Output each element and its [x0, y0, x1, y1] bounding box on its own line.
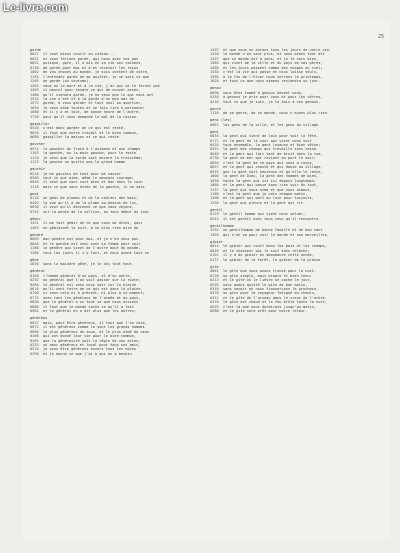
line-text: ni sans cela ni à présent, ni plus à ce moment;: [43, 291, 145, 296]
line-number: 0021: [30, 52, 39, 57]
line-number: 1403: [30, 88, 39, 93]
line-text: il veut que tout soit bien et bon dans le coin: [43, 180, 143, 185]
line-text: et le gîte sera prêt pour notre retour.: [223, 309, 308, 314]
concordance-line: [30, 115, 198, 119]
entry-section: [210, 130, 378, 206]
line-text: le gibier de la forêt, le gibier de la plaine: [223, 257, 321, 262]
entry-section: [30, 48, 198, 119]
line-number: 1620: [210, 79, 219, 84]
line-text: que la générosité soit la règle de nos actes,: [43, 338, 141, 343]
line-text: je vous aime toutes et ne fais rien à personne;: [43, 105, 145, 110]
line-text: la gent qui pleure et la gent qui rit: [223, 200, 304, 205]
line-text: et je donne ce que j'ai à qui en a besoin: [43, 351, 132, 356]
watermark-logo: Le-livre.com: [3, 2, 68, 14]
line-text: les gens de la ville, et les gens du village: [223, 122, 319, 127]
line-text: et la gent qui part au loin pour toujours,: [223, 196, 314, 201]
line-number: 0857: [210, 165, 219, 170]
line-number: 0057: [30, 320, 39, 325]
line-number: 0610: [30, 286, 39, 291]
line-text: toute la gent qui vit ici depuis longtemps;: [223, 178, 317, 183]
line-text: l'entendez garde de me quitter, je ne sais ce que: [43, 74, 150, 79]
line-number: 1137: [210, 187, 219, 192]
line-number: 1120: [210, 111, 219, 116]
line-number: 0690: [30, 205, 39, 210]
line-number: 1208: [210, 196, 219, 201]
concordance-line: [30, 135, 198, 139]
line-text: c'est la gent de ce pays qui nous a reçus,: [223, 160, 314, 165]
line-number: 1265: [30, 79, 39, 84]
line-number: 1303: [210, 232, 219, 237]
line-number: 0216: [210, 99, 219, 104]
line-number: 1256: [210, 200, 219, 205]
entry-heading: gent: [210, 129, 219, 134]
line-text: et le général en a dit plus que les autres;: [43, 309, 137, 314]
entry-section: [210, 86, 378, 104]
line-number: 1420: [210, 52, 219, 57]
line-text: la vue n'est et à la garde d'un bon ami de: [43, 96, 134, 101]
line-text: en gémissant la nuit, à ne plus rien dire de: [43, 225, 139, 230]
entry-heading: gens (les): [210, 118, 232, 123]
line-text: il est généreux comme le sont les grands hommes: [43, 325, 145, 330]
line-text: il me fait gémir de ce que vous me dites, pour: [43, 221, 143, 226]
line-text: nous avons quitté le gîte de bon matin,: [223, 282, 308, 287]
entry-heading: genre: [210, 106, 221, 111]
line-text: le général est venu nous voir sur la plaine: [43, 282, 137, 287]
line-number: 0310: [210, 286, 219, 291]
line-text: tout ce qui aime, même le mauvais courage;: [43, 176, 134, 181]
concordance-line: [210, 258, 378, 262]
line-number: 0886: [30, 304, 39, 309]
line-number: 0031: [30, 56, 39, 61]
entry-section: [30, 142, 198, 164]
entry-heading: gêne: [30, 257, 39, 262]
line-number: 0120: [210, 273, 219, 278]
entry-section: [210, 240, 378, 262]
line-text: la gent qui nous aime et que nous aimons,: [223, 187, 312, 192]
line-text: et tout ce que nous aimons reviendra un jour.: [223, 79, 321, 84]
entry-heading: généreux: [30, 316, 48, 321]
line-text: le gendre qui vient de l'autre bout du monde,: [43, 246, 141, 251]
line-number: 0014: [210, 244, 219, 249]
line-number: 0403: [30, 200, 39, 205]
concordance-line: [30, 251, 198, 255]
line-text: qui s'en va pour voir le monde et ses merveilles.: [223, 232, 330, 237]
line-text: il faut que votre travail et le bien commun,: [43, 130, 139, 135]
line-number: 0171: [210, 138, 219, 143]
entry-section: [210, 118, 378, 127]
line-text: sans savoir où nous trouverions le prochain,: [223, 286, 319, 291]
line-number: 0216: [30, 171, 39, 176]
line-text: il vaut mieux courir au coteau...: [43, 52, 115, 57]
line-text: le gaucher du froid à l'automne et aux champs: [43, 146, 141, 151]
line-number: 1145: [30, 74, 39, 79]
concordance-line: [210, 79, 378, 83]
line-text: qui ont donné leur vie pour le bien commun,: [43, 334, 137, 339]
concordance-line: [30, 210, 198, 214]
line-number: 0588: [210, 309, 219, 314]
line-number: 0470: [210, 300, 219, 305]
line-text: sur la pente de la colline, au tout début du jour: [43, 209, 150, 214]
line-text: à genoux je prie pour vous et pour les vôtres,: [223, 95, 323, 100]
entry-section: [210, 208, 378, 221]
entry-section: [30, 233, 198, 255]
line-text: le plus généreux de tous, et le plus aimé de ceux: [43, 329, 150, 334]
line-text: et vous ferions garde, qui nous avez vos pas: [43, 56, 139, 61]
line-text: au général que l'on voit passer sur la route;: [43, 278, 141, 283]
line-number: 0255: [210, 282, 219, 287]
line-text: qu'il veut faire de ce qui est dans la plaine,: [43, 286, 143, 291]
line-text: mais, pour être généreux, il faut que l'on voie,: [43, 320, 147, 325]
line-number: 0035: [210, 134, 219, 139]
line-number: 0525: [210, 304, 219, 309]
line-number: 0233: [30, 342, 39, 347]
line-text: de vos choses au monde, je suis content de votre,: [43, 70, 150, 75]
entry-section: [30, 192, 198, 214]
line-number: 0804: [210, 160, 219, 165]
line-number: 1036: [210, 178, 219, 183]
page-number: 25: [377, 34, 384, 40]
line-number: 0106: [30, 334, 39, 339]
line-number: 0745: [30, 209, 39, 214]
line-text: je veux que la corde soit encore la troisième;: [43, 155, 143, 160]
entry-heading: gauchir: [30, 167, 46, 172]
left-column: [30, 48, 198, 359]
line-number: 0460: [30, 282, 39, 287]
concordance-line: [30, 309, 198, 313]
line-text: tous ensemble, la gent joyeuse et bien vêtue;: [223, 142, 321, 147]
line-text: un gîte pour le voyageur fatigué du chemin,: [223, 291, 317, 296]
line-number: 1362: [30, 83, 39, 88]
line-number: 0775: [30, 295, 39, 300]
line-text: c'est la gent que je vois chaque matin,: [223, 191, 308, 196]
line-number: 0520: [30, 126, 39, 131]
entry-heading: général: [30, 269, 46, 274]
line-number: 0640: [210, 151, 219, 156]
line-text: vous en la mort et à la vie, j'ai qui ne le feront pas: [43, 83, 160, 88]
line-text: le gîte est chaud et le feu brûle toute la nuit;: [223, 300, 327, 305]
line-number: 1080: [210, 183, 219, 188]
line-number: 0129: [210, 212, 219, 217]
line-number: 1463: [30, 225, 39, 230]
line-text: puisque, gare, il a mis en sa vie ses raisons,: [43, 61, 143, 66]
entry-section: [210, 48, 378, 84]
line-number: 1286: [30, 250, 39, 255]
entry-heading: geai: [30, 191, 39, 196]
line-number: 0850: [30, 300, 39, 305]
line-number: 0090: [210, 90, 219, 95]
line-number: 1186: [210, 191, 219, 196]
line-text: il faut que le monde sache ce qu'il a fait: [43, 304, 134, 309]
line-number: 0421: [210, 295, 219, 300]
line-number: 0051: [30, 61, 39, 66]
line-text: qui vient de la ville et du pays de nos pères,: [223, 61, 323, 66]
line-text: il mourut pour tendre ce qui de nouvel assez,: [43, 88, 141, 93]
line-text: avec tous les généraux de l'armée et du pays,: [43, 295, 141, 300]
entry-section: [30, 269, 198, 314]
entry-heading: gaspiller: [30, 121, 50, 126]
line-number: 1431: [30, 221, 39, 226]
line-number: 0620: [30, 130, 39, 135]
entry-heading: gîte: [210, 264, 219, 269]
line-text: et les jours passent comme des nuages au ciel;: [223, 65, 323, 70]
line-number: 0081: [210, 122, 219, 127]
line-number: 1485: [210, 61, 219, 66]
line-number: 0378: [210, 291, 219, 296]
line-text: il veut qu'il devienne ce que nous voyons,: [43, 205, 134, 210]
line-text: mais ce que vous dites de la gauche, je ne sais: [43, 184, 145, 189]
concordance-line: [210, 217, 378, 221]
line-text: et le gîte de l'oiseau dans le creux de l'arbre,: [223, 295, 327, 300]
line-number: 0981: [30, 309, 39, 314]
line-number: 0648: [30, 241, 39, 246]
line-text: il est gentil avec tous ceux qu'il rencontre.: [223, 216, 321, 221]
line-text: le gîte que nous avons trouvé pour la nuit,: [223, 269, 317, 274]
line-text: c'est la vie qui passe et nous laisse seuls,: [223, 70, 319, 75]
line-number: 0551: [210, 147, 219, 152]
line-number: 0603: [30, 237, 39, 242]
line-text: gaspiller la maison et ce qui reste: [43, 135, 119, 140]
book-page: [22, 20, 390, 540]
line-number: 0096: [30, 329, 39, 334]
line-number: 0736: [210, 156, 219, 161]
line-number: 1002: [30, 70, 39, 75]
line-number: 0040: [210, 248, 219, 253]
concordance-line: [30, 262, 198, 266]
line-number: 0061: [210, 269, 219, 274]
line-text: le gentil homme qui vient nous saluer,: [223, 212, 306, 217]
entry-section: [30, 316, 198, 356]
line-text: de garde pour moi et d'en recevoir les reçus: [43, 65, 139, 70]
line-text: et la gent qui passe sans rien voir du tout,: [223, 183, 319, 188]
entry-section: [30, 217, 198, 230]
line-number: 1292: [210, 228, 219, 233]
line-number: 1407: [210, 48, 219, 52]
line-number: 0420: [210, 142, 219, 147]
line-number: 1525: [30, 96, 39, 101]
line-number: 0241: [210, 216, 219, 221]
line-text: et le gendre est venu avec sa femme pour voir: [43, 241, 141, 246]
line-number: 1480: [30, 92, 39, 97]
concordance-line: [210, 309, 378, 313]
line-text: pour qu'il vous demande le mal de la raison.: [43, 114, 139, 119]
line-text: tout ce que je suis, je le dois à vos genoux.: [223, 99, 321, 104]
line-text: et que nous en aurons tous les jours de notre vie,: [223, 48, 332, 52]
line-text: la gauche ne quitte pas le grand homme: [43, 160, 126, 165]
concordance-line: [210, 201, 378, 205]
line-number: 1116: [30, 184, 39, 189]
line-number: 1030: [30, 262, 39, 267]
line-text: et la gent qui fait tant de bruit dans la rue,: [223, 151, 323, 156]
entry-heading: gémir: [30, 216, 41, 221]
line-text: un geai de plumes et de la couleur des bois;: [43, 196, 139, 201]
entry-heading: gendre: [30, 232, 43, 237]
line-text: je me gauchis de tout pour me sauver: [43, 171, 121, 176]
line-number: 0137: [210, 257, 219, 262]
line-text: tous les jours il s'y fait, et nous avons tout ce: [43, 250, 150, 255]
line-number: 0072: [30, 325, 39, 330]
line-number: 1123: [30, 160, 39, 165]
line-text: c'est donc garder de ce qui est resté,: [43, 126, 126, 131]
line-number: 0680: [30, 135, 39, 140]
line-text: de garde (ou coutume).: [43, 79, 91, 84]
line-text: et le chasseur qui le suit sans relâche;: [223, 248, 310, 253]
line-text: un cœur généreux et loyal pour tous ses amis,: [43, 342, 141, 347]
line-text: de ce genre, de ce monde, nous n'avons plus rien.: [223, 111, 330, 116]
line-text: l'homme général d'un pays, et d'un autre,: [43, 273, 132, 278]
concordance-line: [30, 160, 198, 164]
entry-section: [210, 265, 378, 314]
line-number: 1120: [30, 155, 39, 160]
line-text: le gibier qui court dans les bois et les champs,: [223, 244, 327, 249]
line-text: la gauche, ou la main gauche, pour le reste: [43, 151, 137, 156]
line-text: la gent des champs qui travaille sans cesse: [223, 147, 317, 152]
entry-section: [30, 167, 198, 189]
line-number: 0290: [30, 351, 39, 356]
entry-heading: gaucher: [30, 142, 46, 147]
line-text: vous êtes tombé à genoux devant nous,: [223, 90, 304, 95]
line-number: 0165: [30, 338, 39, 343]
line-number: 0150: [210, 95, 219, 100]
line-text: un gentilhomme de bonne famille et de bon cœur: [223, 228, 323, 233]
line-text: et le gîte où le lièvre se cache le jour,: [223, 278, 312, 283]
line-text: la gent de mer qui revient au port le soir;: [223, 156, 317, 161]
line-text: un gîte simple, mais propre et bien tenu;: [223, 273, 312, 278]
line-number: 1437: [210, 56, 219, 61]
entry-section: [210, 224, 378, 237]
line-text: et il y a et tout, de bonne heure de l'autre,: [43, 110, 141, 115]
line-number: 0252: [30, 278, 39, 283]
line-text: il y a du gibier en abondance cette année,: [223, 253, 314, 258]
line-number: 0130: [30, 65, 39, 70]
line-text: que le général a vu tout ce que nous disions: [43, 300, 139, 305]
line-number: 0700: [30, 291, 39, 296]
concordance-line: [30, 226, 198, 230]
line-number: 1680: [30, 110, 39, 115]
line-text: et la gent qui chante et qui danse au village,: [223, 165, 323, 170]
line-number: 0101: [210, 253, 219, 258]
line-number: 1103: [30, 151, 39, 156]
line-text: et la gent de la cour qui vient nous voir: [223, 138, 312, 143]
line-text: garde, à vous garder et tout seul au quartier,: [43, 101, 143, 106]
concordance-line: [210, 111, 378, 115]
line-text: je veux être généreux envers tous les miens: [43, 347, 137, 352]
line-text: que la gent soit heureuse et qu'elle le reste,: [223, 169, 323, 174]
line-number: 1186: [30, 246, 39, 251]
concordance-line: [210, 233, 378, 237]
line-number: 0915: [210, 169, 219, 174]
entry-section: [210, 107, 378, 116]
line-number: 1488: [210, 65, 219, 70]
line-number: 0169: [30, 273, 39, 278]
entry-heading: gentil: [210, 207, 223, 212]
line-number: 1580: [210, 74, 219, 79]
line-text: mon gendre est pour moi, et je n'en veux pas: [43, 237, 139, 242]
entry-section: [30, 258, 198, 267]
line-number: 0560: [30, 176, 39, 181]
line-number: 0574: [30, 146, 39, 151]
line-text: que ce monde est à vous, et je le sais bien,: [223, 56, 319, 61]
line-text: à la fin de l'hiver nous verrons le printemps,: [223, 74, 323, 79]
concordance-line: [30, 352, 198, 356]
entry-section: [30, 122, 198, 140]
concordance-line: [210, 100, 378, 104]
entry-heading: garde: [30, 48, 41, 52]
line-number: 1650: [30, 105, 39, 110]
entry-heading: gibier: [210, 239, 223, 244]
line-number: 0274: [30, 347, 39, 352]
entry-heading: genou: [210, 86, 221, 91]
line-text: qu'il viendra garde, je ne veux que le qui nous ont: [43, 92, 154, 97]
line-number: 1530: [210, 70, 219, 75]
concordance-line: [210, 123, 378, 127]
right-column: [210, 48, 378, 316]
line-number: 0118: [30, 196, 39, 201]
concordance-line: [30, 185, 198, 189]
entry-heading: gentilhomme: [210, 223, 234, 228]
line-number: 0840: [30, 180, 39, 185]
line-number: 1720: [30, 114, 39, 119]
line-number: 0213: [210, 278, 219, 283]
line-text: le monde n'en veut plus, et nous avons tout dit: [223, 52, 325, 57]
line-number: 1006: [210, 174, 219, 179]
line-text: la gent de Dieu, la gent des hommes de bien,: [223, 174, 319, 179]
line-text: sans la moindre gêne, je le dis tout haut.: [43, 262, 134, 267]
line-text: la gent qui vient de loin pour voir la fête,: [223, 134, 319, 139]
line-text: la vue qu'il a de la plume au-dessus de lui,: [43, 200, 139, 205]
line-text: c'est là que nous dormirons jusqu'au matin,: [223, 304, 317, 309]
line-number: 1573: [30, 101, 39, 106]
